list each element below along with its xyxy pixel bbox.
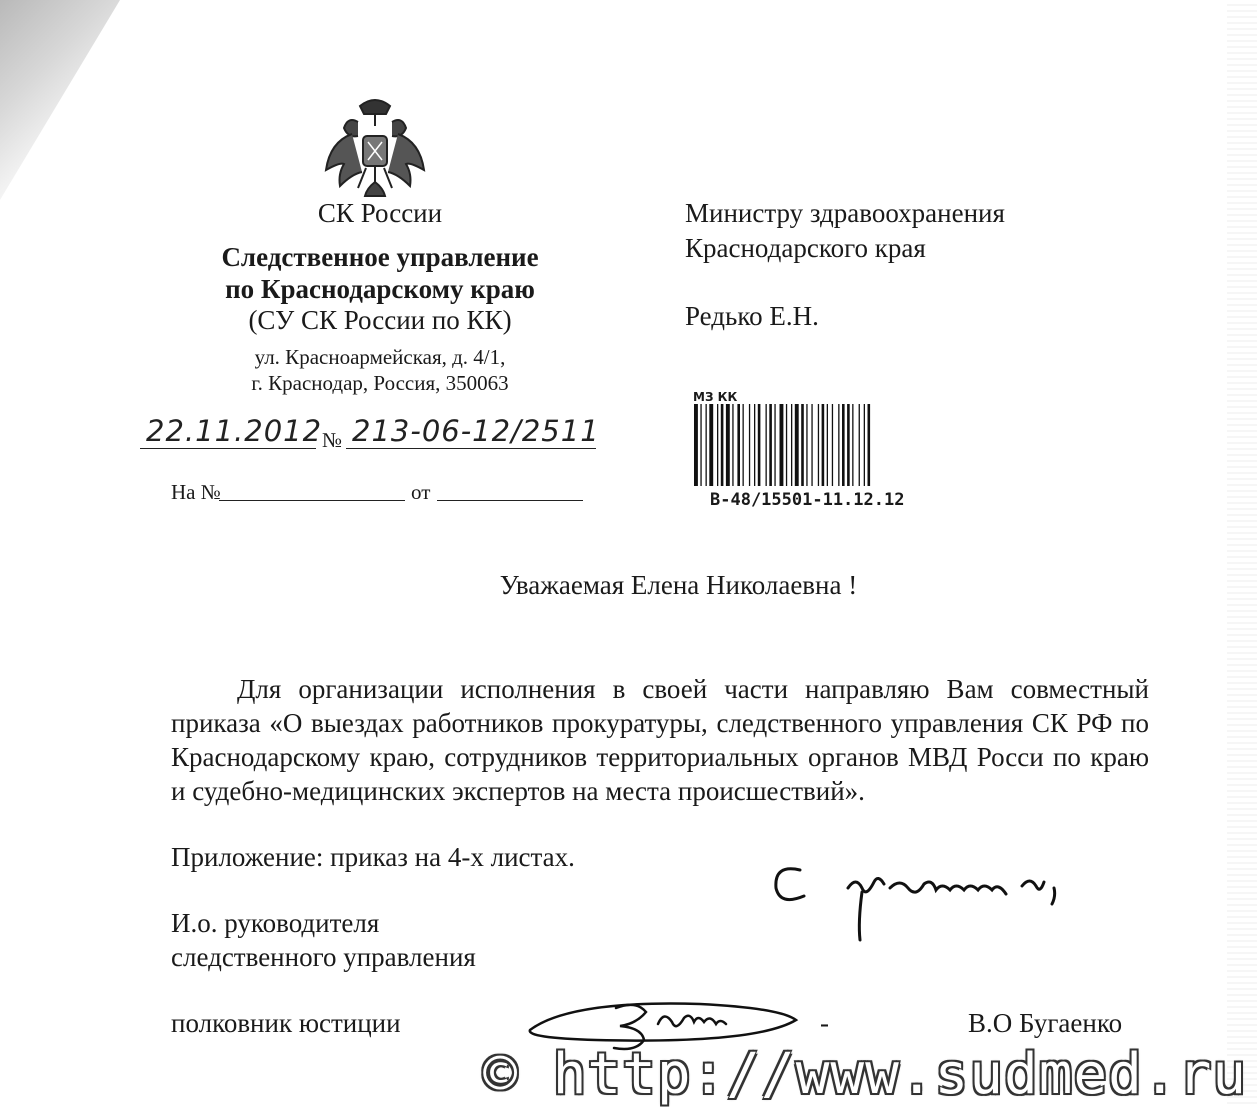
barcode-bar	[827, 404, 828, 486]
signatory-name: В.О Бугаенко	[968, 1008, 1123, 1038]
recipient-line2: Краснодарского края	[685, 233, 926, 263]
barcode-bar	[852, 404, 853, 486]
signatory-rank: полковник юстиции	[171, 1008, 401, 1038]
barcode-bar	[721, 404, 724, 486]
barcode-bar	[795, 404, 799, 486]
barcode-bar	[780, 404, 784, 486]
signature-dash: -	[820, 1008, 829, 1038]
recipient-line1: Министру здравоохранения	[685, 198, 1005, 228]
barcode-bar	[847, 404, 850, 486]
barcode-bar	[786, 404, 787, 486]
handwritten-number: 213-06-12/2511	[352, 414, 600, 448]
barcode-bar	[832, 404, 833, 486]
barcode-bar	[801, 404, 804, 486]
barcode-bar	[864, 404, 865, 486]
date-underline	[140, 448, 316, 449]
greeting: Уважаемая Елена Николаевна !	[499, 570, 858, 600]
barcode-label: МЗ КК	[693, 390, 738, 404]
signatory-title-line1: И.о. руководителя	[171, 908, 380, 938]
org-abbreviation: (СУ СК России по КК)	[248, 305, 512, 335]
reply-number-line	[219, 500, 405, 501]
barcode-bar	[806, 404, 807, 486]
barcode-bar	[766, 404, 767, 486]
attachment-note: Приложение: приказ на 4-х листах.	[171, 842, 575, 872]
letter-paragraph: Для организации исполнения в своей части направляю Вам совместный приказа «О выездах работников прокуратуры, следственного управления СК РФ по Краснодарскому краю, сотрудников территориальных органов МВД Росси по краю и судебно-медицинских экспертов на места происшествий».	[171, 674, 1149, 806]
barcode-bar	[737, 404, 740, 486]
barcode-bar	[743, 404, 744, 486]
barcode-bar	[709, 404, 713, 486]
barcode-bar	[694, 404, 698, 486]
handwritten-regards	[770, 858, 1090, 948]
org-name-line2: по Краснодарскому краю	[225, 274, 535, 304]
site-watermark: © http://www.sudmed.ru	[483, 1042, 1247, 1107]
number-underline	[346, 448, 596, 449]
barcode-bar	[859, 404, 860, 486]
signatory-title-line2: следственного управления	[171, 942, 476, 972]
coat-of-arms-emblem-icon	[322, 92, 428, 202]
barcode-code: В-48/15501-11.12.12	[710, 490, 905, 510]
scan-corner-shadow	[0, 0, 120, 200]
barcode-bar	[749, 404, 750, 486]
barcode-bar	[791, 404, 792, 486]
barcode-bar	[732, 404, 733, 486]
barcode-bar	[774, 404, 775, 486]
org-short-name: СК России	[317, 198, 443, 228]
barcode-bar	[818, 404, 819, 486]
barcode-bar	[758, 404, 761, 486]
handwritten-date: 22.11.2012	[146, 414, 323, 448]
barcode-bar	[842, 404, 845, 486]
barcode-bar	[868, 404, 871, 486]
barcode-bar	[811, 404, 812, 486]
barcode-bar	[706, 404, 707, 486]
barcode-bar	[717, 404, 718, 486]
barcode-bars	[690, 404, 930, 486]
scan-edge-artifact	[1227, 0, 1257, 1107]
barcode-bar	[822, 404, 825, 486]
address-line1: ул. Красноармейская, д. 4/1,	[254, 345, 506, 369]
barcode-bar	[838, 404, 839, 486]
reply-to-label: На №	[171, 480, 221, 504]
recipient-name: Редько Е.Н.	[685, 301, 819, 331]
barcode-bar	[769, 404, 772, 486]
barcode-bar	[700, 404, 701, 486]
address-line2: г. Краснодар, Россия, 350063	[251, 371, 509, 395]
registration-barcode	[690, 390, 930, 515]
number-label: №	[322, 428, 343, 452]
org-name-line1: Следственное управление	[221, 242, 539, 272]
barcode-bar	[754, 404, 755, 486]
from-label: от	[411, 480, 431, 504]
barcode-bar	[726, 404, 730, 486]
reply-date-line	[437, 500, 583, 501]
